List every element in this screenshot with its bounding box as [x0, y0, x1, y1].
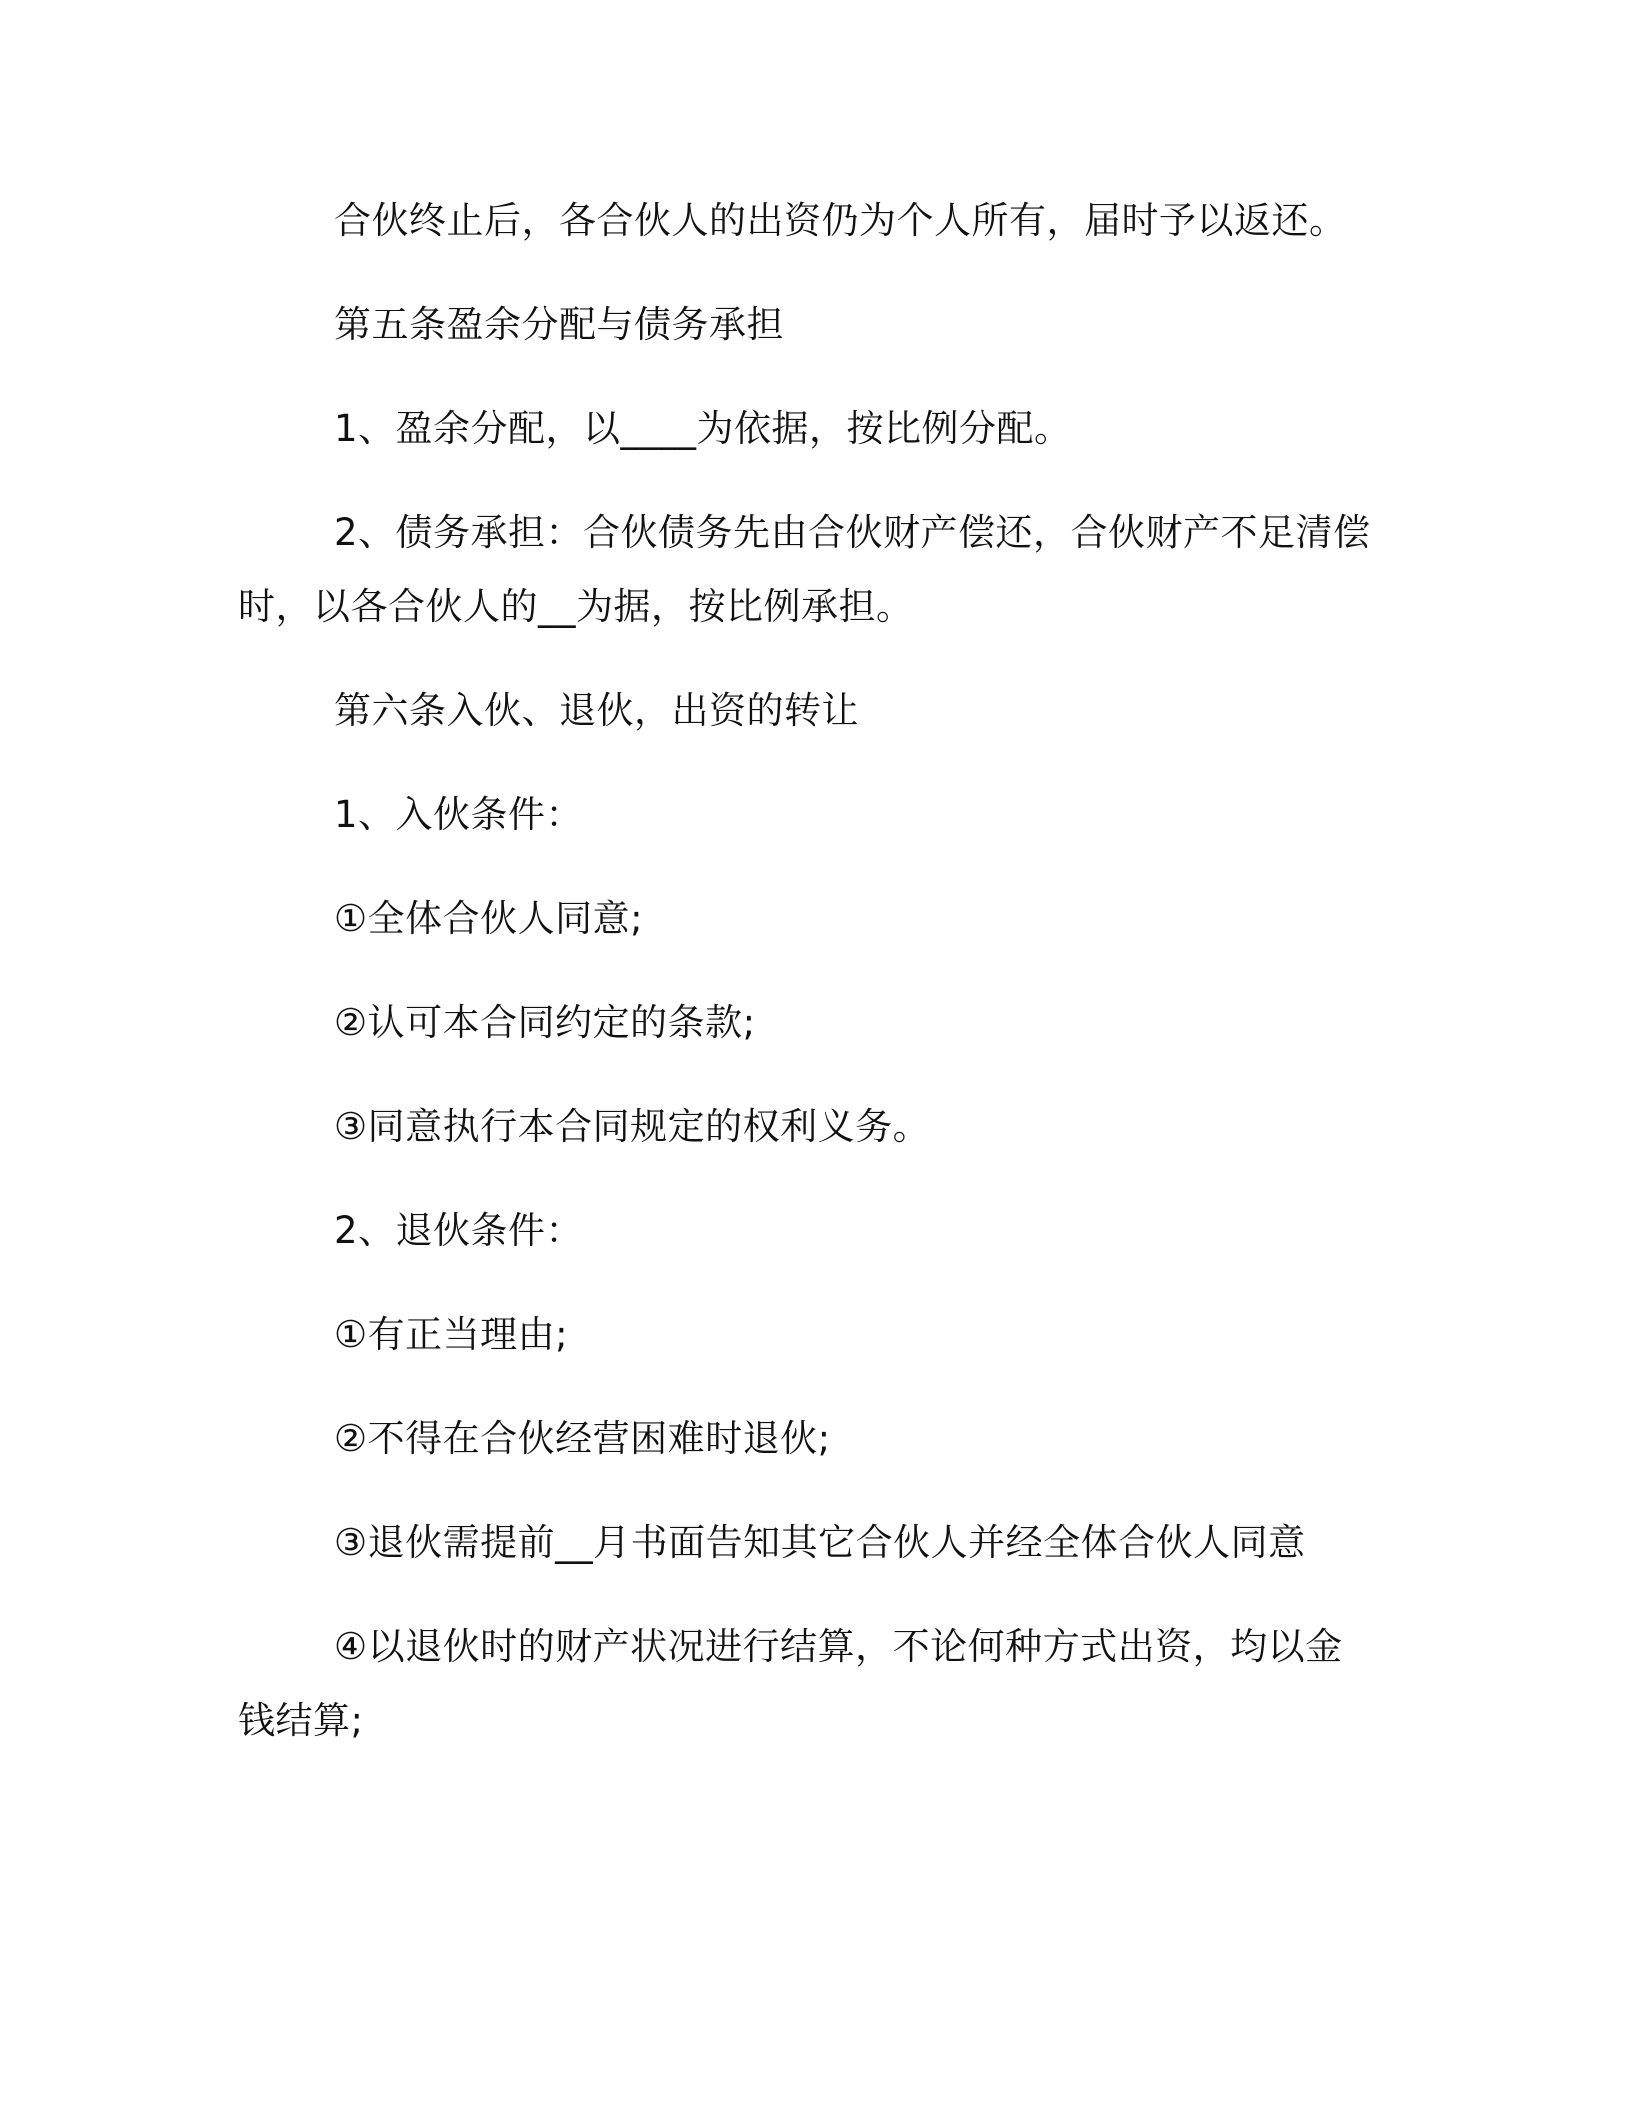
heading-article-5: 第五条盈余分配与债务承担	[334, 303, 784, 346]
paragraph-gap	[238, 644, 1378, 674]
list-item-withdraw-3: ③退伙需提前__月书面告知其它合伙人并经全体合伙人同意	[334, 1521, 1306, 1564]
paragraph-gap	[238, 362, 1378, 392]
paragraph-gap	[238, 258, 1378, 288]
paragraph-gap	[238, 956, 1378, 986]
paragraph-gap	[238, 1580, 1378, 1610]
list-item-join-1: ①全体合伙人同意;	[334, 897, 644, 940]
paragraph-gap	[238, 852, 1378, 882]
paragraph-gap	[238, 1164, 1378, 1194]
paragraph-withdraw-conditions: 2、退伙条件：	[334, 1209, 584, 1252]
paragraph-join-conditions: 1、入伙条件：	[334, 793, 584, 836]
paragraph-refund-capital: 合伙终止后，各合伙人的出资仍为个人所有，届时予以返还。	[334, 199, 1347, 242]
paragraph-gap	[238, 466, 1378, 496]
paragraph-profit-distribution: 1、盈余分配，以____为依据，按比例分配。	[334, 407, 1072, 450]
list-item-withdraw-1: ①有正当理由;	[334, 1313, 569, 1356]
paragraph-gap	[238, 1268, 1378, 1298]
list-item-join-2: ②认可本合同约定的条款;	[334, 1001, 756, 1044]
paragraph-debt-bearing: 2、债务承担：合伙债务先由合伙财产偿还，合伙财产不足清偿时，以各合伙人的__为据，按比例承担。	[238, 511, 1371, 628]
paragraph-gap	[238, 748, 1378, 778]
document-body	[238, 184, 1378, 1758]
list-item-withdraw-2: ②不得在合伙经营困难时退伙;	[334, 1417, 831, 1460]
paragraph-gap	[238, 1476, 1378, 1506]
paragraph-gap	[238, 1060, 1378, 1090]
heading-article-6: 第六条入伙、退伙，出资的转让	[334, 689, 859, 732]
paragraph-gap	[238, 1372, 1378, 1402]
list-item-join-3: ③同意执行本合同规定的权利义务。	[334, 1105, 931, 1148]
list-item-withdraw-4: ④以退伙时的财产状况进行结算，不论何种方式出资，均以金钱结算;	[238, 1625, 1343, 1742]
